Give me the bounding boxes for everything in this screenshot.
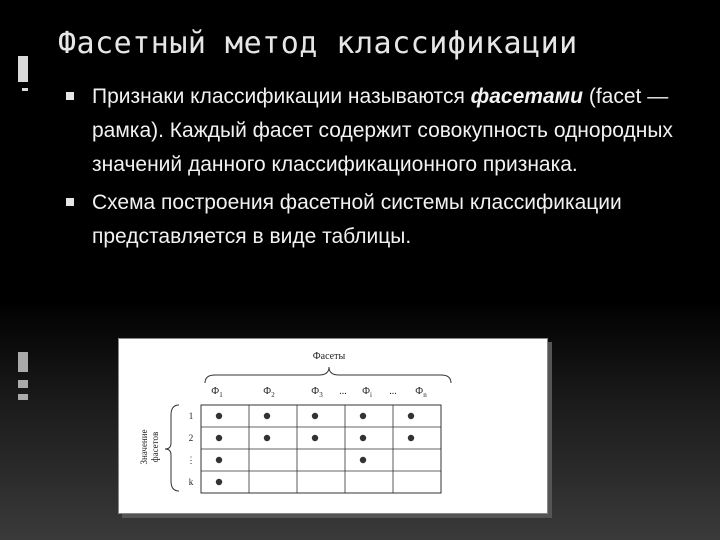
grid-dot xyxy=(312,413,318,419)
row-label: ⋮ xyxy=(186,455,196,465)
grid-dot xyxy=(216,479,222,485)
grid-dot xyxy=(216,413,222,419)
column-header: ... xyxy=(339,386,347,397)
decor-block xyxy=(18,380,28,388)
decor-block xyxy=(18,394,28,400)
bullet-term: фасетами xyxy=(470,85,583,108)
grid-dot xyxy=(408,413,414,419)
facet-values-label: Значениефасетов xyxy=(139,429,160,465)
bullet-text: Признаки классификации называются xyxy=(92,85,471,108)
row-label: k xyxy=(188,477,194,487)
column-header: $Ф_3$ xyxy=(311,386,323,399)
bullet-item xyxy=(66,80,696,182)
grid-dot xyxy=(264,435,270,441)
column-header: $Ф_i$ xyxy=(362,386,372,399)
column-header: $Ф_n$ xyxy=(415,386,427,399)
decor-block xyxy=(22,88,28,91)
grid-dot xyxy=(216,435,222,441)
grid-dot xyxy=(360,457,366,463)
facets-label: Фасеты xyxy=(312,351,346,362)
bullet-text: Схема построения фасетной системы классификации представляется в виде таблицы. xyxy=(92,191,622,248)
column-header: ... xyxy=(389,386,397,397)
slide-title: Фасетный метод классификации xyxy=(58,26,578,61)
decor-block xyxy=(18,56,28,82)
column-header: $Ф_1$ xyxy=(211,386,223,399)
grid-dot xyxy=(360,435,366,441)
facet-table-svg xyxy=(119,339,547,513)
grid-dot xyxy=(312,435,318,441)
bullet-square-icon xyxy=(66,198,74,206)
decor-block xyxy=(18,352,28,372)
row-label: 1 xyxy=(188,411,194,421)
row-label: 2 xyxy=(188,433,194,443)
grid-dot xyxy=(264,413,270,419)
values-brace xyxy=(165,405,179,491)
grid-dot xyxy=(216,457,222,463)
bullet-square-icon xyxy=(66,92,74,100)
bullet-item xyxy=(66,186,696,254)
bullet-text: (facet — рамка). Каждый фасет содержит совокупность однородных значений данного классификационного признака. xyxy=(92,85,673,176)
facet-table-figure xyxy=(118,338,548,514)
column-header: $Ф_2$ xyxy=(263,386,275,399)
grid-dot xyxy=(360,413,366,419)
facets-brace xyxy=(205,367,451,383)
grid-dot xyxy=(408,435,414,441)
bullet-list xyxy=(66,80,696,256)
left-decoration xyxy=(0,0,30,540)
